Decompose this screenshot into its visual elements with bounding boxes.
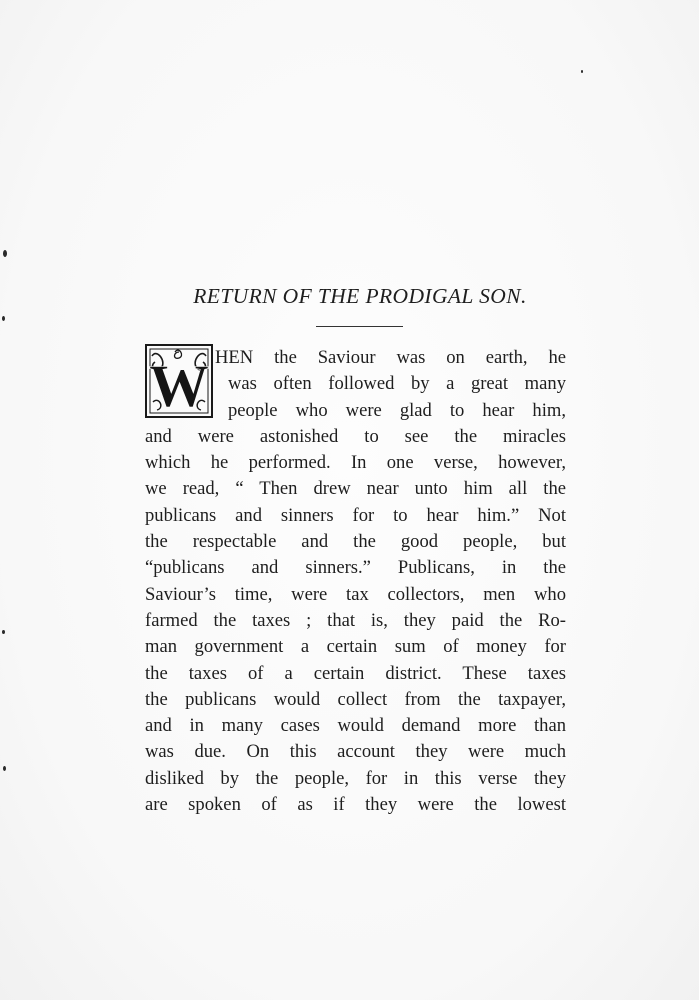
- text-line: are spoken of as if they were the lowest: [145, 794, 566, 816]
- text-line: publicans and sinners for to hear him.” Not: [145, 504, 566, 526]
- text-line: people who were glad to hear him,: [228, 399, 566, 421]
- text-line: the taxes of a certain district. These taxes: [145, 662, 566, 684]
- body-paragraph: [145, 345, 566, 818]
- text-line: HEN the Saviour was on earth, he: [215, 347, 566, 368]
- text-line: we read, “ Then drew near unto him all the: [145, 478, 566, 500]
- page-speck: [2, 630, 5, 634]
- text-line: was often followed by a great many: [228, 373, 566, 395]
- text-line: was due. On this account they were much: [145, 741, 566, 763]
- text-line: and in many cases would demand more than: [145, 715, 566, 737]
- page-speck: [581, 70, 583, 73]
- title-rule: [316, 326, 403, 327]
- text-line: man government a certain sum of money for: [145, 636, 566, 658]
- page-speck: [3, 766, 6, 771]
- text-line: the publicans would collect from the taxpayer,: [145, 688, 566, 710]
- chapter-title: RETURN OF THE PRODIGAL SON.: [193, 284, 527, 308]
- text-line: Saviour’s time, were tax collectors, men who: [145, 583, 566, 605]
- text-line: the respectable and the good people, but: [145, 531, 566, 553]
- dropcap-letter: W: [149, 353, 209, 418]
- text-line: which he performed. In one verse, however,: [145, 452, 566, 474]
- page-speck: [3, 250, 7, 257]
- text-line: “publicans and sinners.” Publicans, in the: [145, 557, 566, 579]
- text-line: and were astonished to see the miracles: [145, 425, 566, 447]
- text-line: farmed the taxes ; that is, they paid the Ro-: [145, 609, 566, 631]
- text-line: disliked by the people, for in this verse they: [145, 767, 566, 789]
- page-speck: [2, 316, 5, 321]
